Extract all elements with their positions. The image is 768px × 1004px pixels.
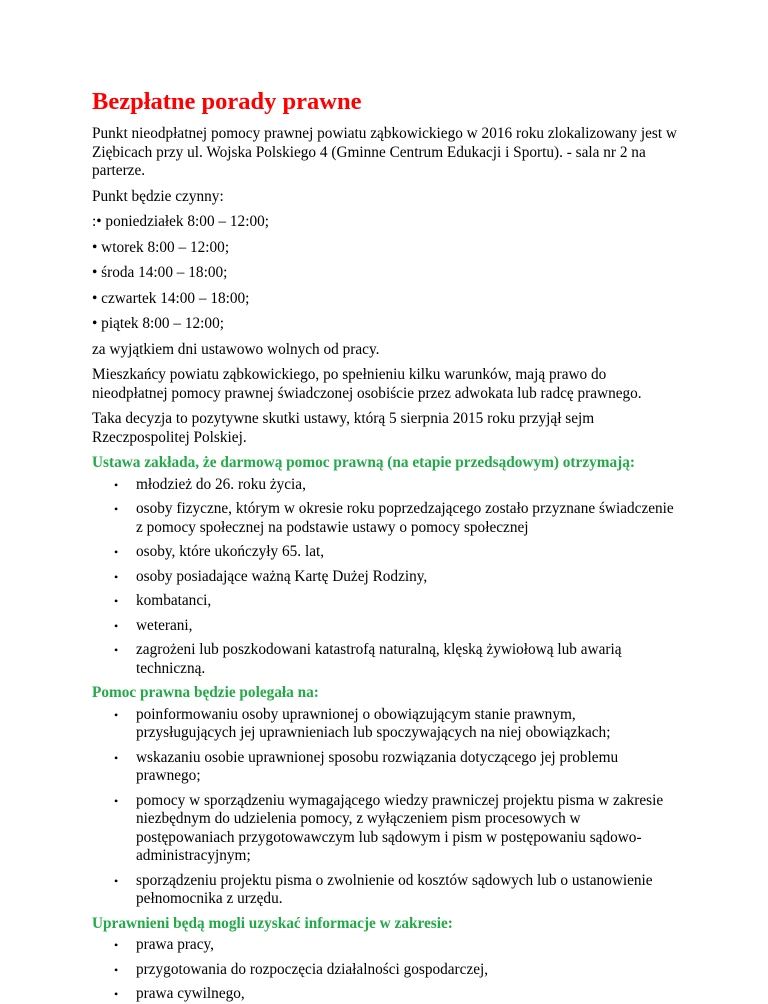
section-eligible-heading: Ustawa zakłada, że darmową pomoc prawną (na etapie przedsądowym) otrzymają: [92, 454, 635, 471]
eligible-list [92, 476, 678, 679]
bullet-icon: • [114, 569, 119, 584]
list-item: • prawa cywilnego, [114, 985, 245, 1002]
list-item: • osoby, które ukończyły 65. lat, [114, 543, 325, 560]
intro-paragraph: Punkt nieodpłatnej pomocy prawnej powiatu ząbkowickiego w 2016 roku zlokalizowany jest w Ziębicach przy ul. Wojska Polskiego 4 (Gminne Centrum Edukacji i Sportu). - sala nr 2 na parterze. [92, 125, 677, 179]
bullet-icon: • [114, 938, 119, 952]
list-item: • osoby fizyczne, którym w okresie roku poprzedzającego zostało przyznane świadczenie z pomocy społecznej na podstawie ustawy o pomocy społecznej [114, 500, 674, 536]
decision-paragraph: Taka decyzja to pozytywne skutki ustawy, którą 5 sierpnia 2015 roku przyjął sejm Rzeczpospolitej Polskiej. [92, 410, 595, 446]
list-item: • kombatanci, [114, 592, 212, 609]
scope-list [92, 936, 678, 1004]
list-item: • zagrożeni lub poszkodowani katastrofą naturalną, klęską żywiołową lub awarią techniczną. [114, 641, 622, 677]
list-item: • poinformowaniu osoby uprawnionej o obowiązującym stanie prawnym, przysługujących jej uprawnieniach lub spoczywających na niej obowiązkach; [114, 705, 611, 741]
list-item: • osoby posiadające ważną Kartę Dużej Rodziny, [114, 567, 428, 585]
section-help-heading: Pomoc prawna będzie polegała na: [92, 684, 319, 701]
residents-paragraph: Mieszkańcy powiatu ząbkowickiego, po spełnieniu kilku warunków, mają prawo do nieodpłatnej pomocy prawnej świadczonej osobiście przez adwokata lub radcę prawnego. [92, 366, 642, 402]
bullet-icon: • [114, 873, 119, 888]
list-item: • pomocy w sporządzeniu wymagającego wiedzy prawniczej projektu pisma w zakresie niezbędnym do udzielenia pomocy, z wyłączeniem pism procesowych w postępowaniach przygotowawczym lub sądowym i pism w postępowaniu sądowo-administracyjnym; [114, 791, 664, 864]
bullet-icon: • [114, 545, 119, 559]
page-title: Bezpłatne porady prawne [92, 88, 362, 115]
list-item: • prawa pracy, [114, 936, 214, 953]
hours-monday: :• poniedziałek 8:00 – 12:00; [92, 213, 269, 230]
bullet-icon: • [114, 707, 119, 722]
list-item: • przygotowania do rozpoczęcia działalności gospodarczej, [114, 960, 489, 978]
bullet-icon: • [114, 643, 119, 657]
bullet-icon: • [114, 987, 119, 1001]
list-item: • młodzież do 26. roku życia, [114, 475, 306, 493]
bullet-icon: • [114, 477, 119, 492]
bullet-icon: • [114, 502, 119, 516]
hours-note: za wyjątkiem dni ustawowo wolnych od pracy. [92, 340, 380, 358]
bullet-icon: • [114, 962, 119, 977]
hours-wednesday: • środa 14:00 – 18:00; [92, 264, 228, 281]
bullet-icon: • [114, 750, 119, 765]
bullet-icon: • [114, 618, 119, 633]
bullet-icon: • [114, 793, 119, 808]
list-item: • wskazaniu osobie uprawnionej sposobu rozwiązania dotyczącego jej problemu prawnego; [114, 748, 619, 784]
section-scope-heading: Uprawnieni będą mogli uzyskać informacje w zakresie: [92, 914, 453, 932]
hours-friday: • piątek 8:00 – 12:00; [92, 315, 224, 332]
list-item: • weterani, [114, 616, 193, 634]
hours-thursday: • czwartek 14:00 – 18:00; [92, 289, 250, 307]
list-item: • sporządzeniu projektu pisma o zwolnienie od kosztów sądowych lub o ustanowienie pełnomocnika z urzędu. [114, 871, 653, 907]
help-list [92, 706, 678, 909]
bullet-icon: • [114, 594, 119, 608]
hours-tuesday: • wtorek 8:00 – 12:00; [92, 238, 230, 256]
hours-intro: Punkt będzie czynny: [92, 187, 224, 205]
